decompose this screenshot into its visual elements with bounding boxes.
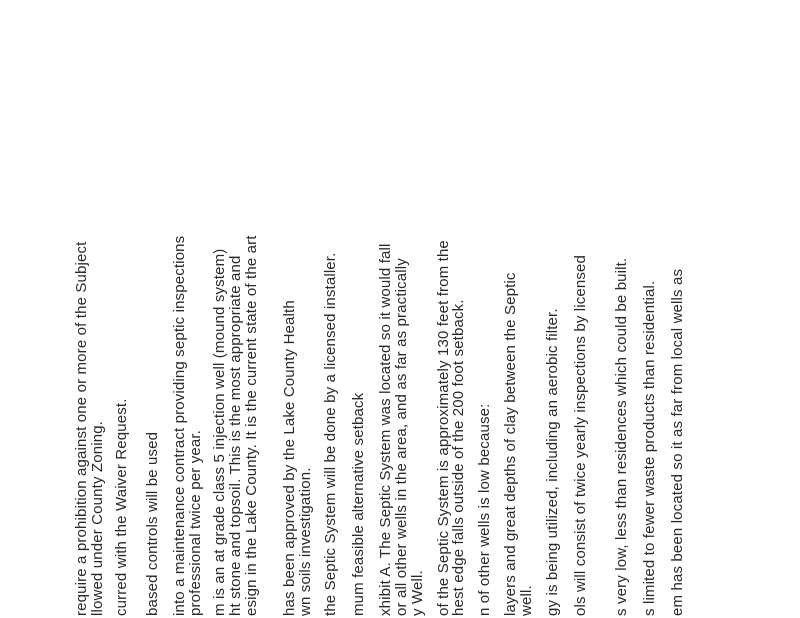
text-line: llowed under County Zoning.	[89, 421, 106, 616]
text-line: xhibit A. The Septic System was located so it would fall	[377, 243, 394, 616]
text-line: curred with the Waiver Request.	[113, 398, 130, 616]
text-line: ht stone and topsoil. This is the most appropriate and	[227, 255, 244, 616]
text-line: or all other wells in the area, and as far as practically	[393, 258, 410, 616]
text-line: layers and great depths of clay between the Septic	[502, 272, 519, 616]
text-line: s limited to fewer waste products than residential.	[641, 280, 658, 616]
text-line: mum feasible alternative setback	[350, 392, 367, 616]
text-line: wn soils investigation.	[297, 467, 314, 616]
text-line: into a maintenance contract providing septic inspections	[171, 235, 188, 616]
text-line: well.	[518, 585, 535, 616]
text-line: of the Septic System is approximately 130 feet from the	[435, 240, 452, 616]
text-line: hest edge falls outside of the 200 foot setback.	[450, 299, 467, 616]
text-line: the Septic System will be done by a licensed installer.	[322, 252, 339, 616]
text-line: n of other wells is low because:	[476, 403, 493, 616]
text-line: has been approved by the Lake County Health	[281, 300, 298, 616]
text-line: m is an at grade class 5 injection well (mound system)	[211, 248, 228, 616]
text-line: y Well.	[409, 570, 426, 616]
text-line: require a prohibition against one or more of the Subject	[73, 241, 90, 616]
text-line: gy is being utilized, including an aerobic filter.	[544, 308, 561, 616]
text-line: ols will consist of twice yearly inspections by licensed	[572, 254, 589, 616]
text-line: s very low, less than residences which could be built.	[613, 257, 630, 616]
text-line: based controls will be used	[144, 431, 161, 616]
text-line: esign in the Lake County. It is the current state of the art	[243, 235, 260, 616]
text-line: professional twice per year.	[187, 430, 204, 616]
text-line: em has been located so it as far from local wells as	[669, 268, 686, 616]
